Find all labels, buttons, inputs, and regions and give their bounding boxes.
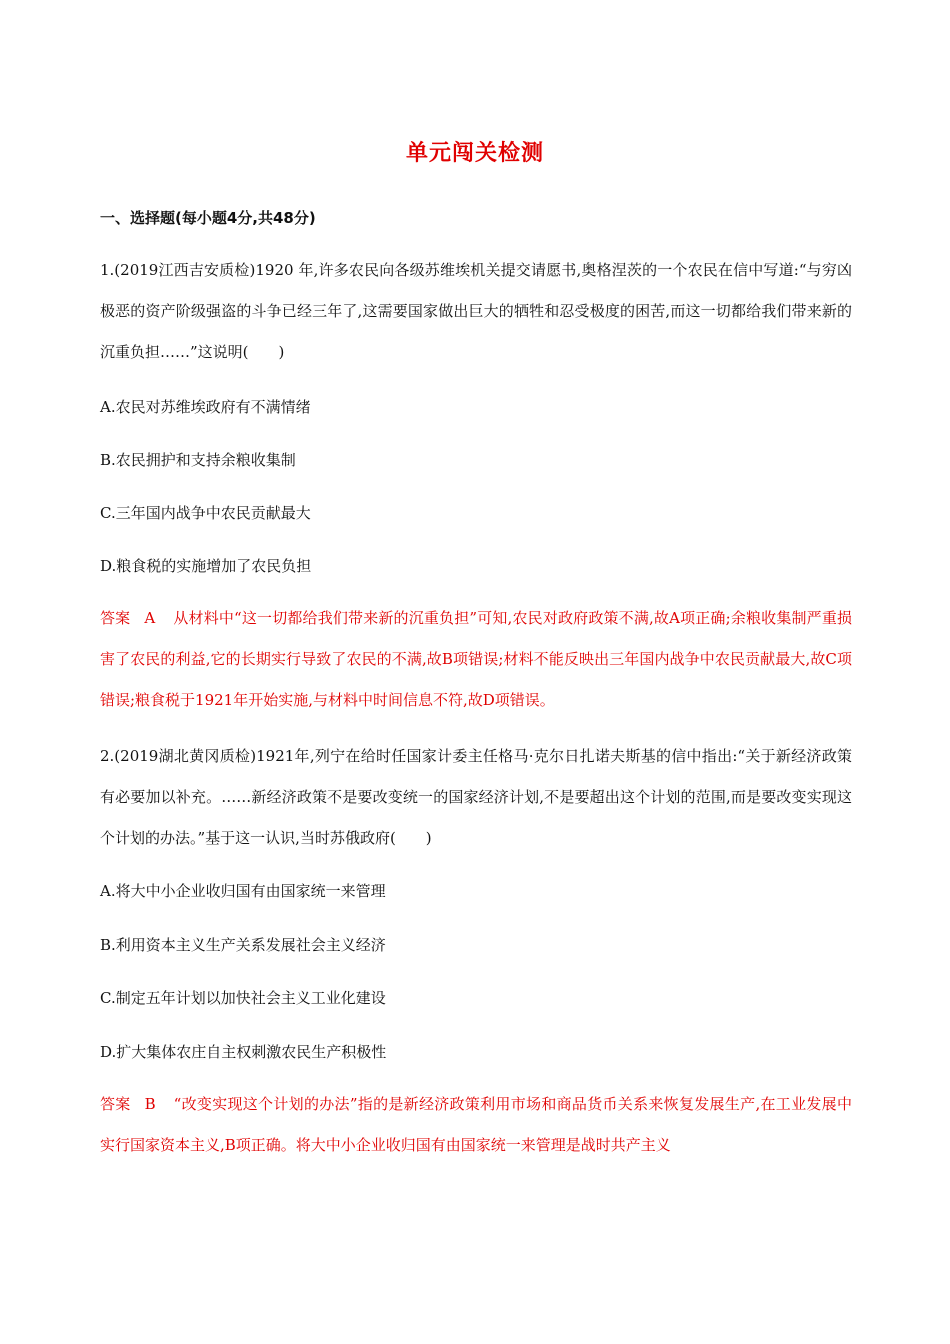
page-title: 单元闯关检测: [405, 141, 544, 166]
question-2-option-b: B.利用资本主义生产关系发展社会主义经济: [100, 936, 386, 954]
question-1-stem: 1.(2019江西吉安质检)1920 年,许多农民向各级苏维埃机关提交请愿书,奥格涅茨的一个农民在信中写道:“与穷凶极恶的资产阶级强盗的斗争已经三年了,这需要国家做出巨大的牺牲和忍受极度的困苦,而这一切都给我们带来新的沉重负担……”这说明( ): [100, 261, 852, 361]
answer-key: A: [144, 609, 156, 627]
answer-explanation: 从材料中“这一切都给我们带来新的沉重负担”可知,农民对政府政策不满,故A项正确;余粮收集制严重损害了农民的利益,它的长期实行导致了农民的不满,故B项错误;材料不能反映出三年国内战争中农民贡献最大,故C项错误;粮食税于1921年开始实施,与材料中时间信息不符,故D项错误。: [100, 609, 852, 709]
question-2-option-a: A.将大中小企业收归国有由国家统一来管理: [100, 882, 386, 900]
answer-explanation: “改变实现这个计划的办法”指的是新经济政策利用市场和商品货币关系来恢复发展生产,在工业发展中实行国家资本主义,B项正确。将大中小企业收归国有由国家统一来管理是战时共产主义: [100, 1095, 852, 1154]
question-1-answer: [100, 598, 852, 721]
question-2-option-d: D.扩大集体农庄自主权刺激农民生产积极性: [100, 1043, 387, 1061]
answer-label: 答案: [100, 1095, 131, 1113]
section-heading: 一、选择题(每小题4分,共48分): [100, 209, 316, 227]
question-1-option-a: A.农民对苏维埃政府有不满情绪: [100, 398, 311, 416]
question-2-answer: [100, 1084, 852, 1166]
answer-label: 答案: [100, 609, 131, 627]
question-1-option-d: D.粮食税的实施增加了农民负担: [100, 557, 312, 575]
question-2-option-c: C.制定五年计划以加快社会主义工业化建设: [100, 989, 386, 1007]
question-2-stem: 2.(2019湖北黄冈质检)1921年,列宁在给时任国家计委主任格马·克尔日扎诺夫斯基的信中指出:“关于新经济政策有必要加以补充。……新经济政策不是要改变统一的国家经济计划,不是要超出这个计划的范围,而是要改变实现这个计划的办法。”基于这一认识,当时苏俄政府( ): [100, 747, 852, 847]
question-1-option-b: B.农民拥护和支持余粮收集制: [100, 451, 296, 469]
question-1-option-c: C.三年国内战争中农民贡献最大: [100, 504, 311, 522]
answer-key: B: [144, 1095, 156, 1113]
